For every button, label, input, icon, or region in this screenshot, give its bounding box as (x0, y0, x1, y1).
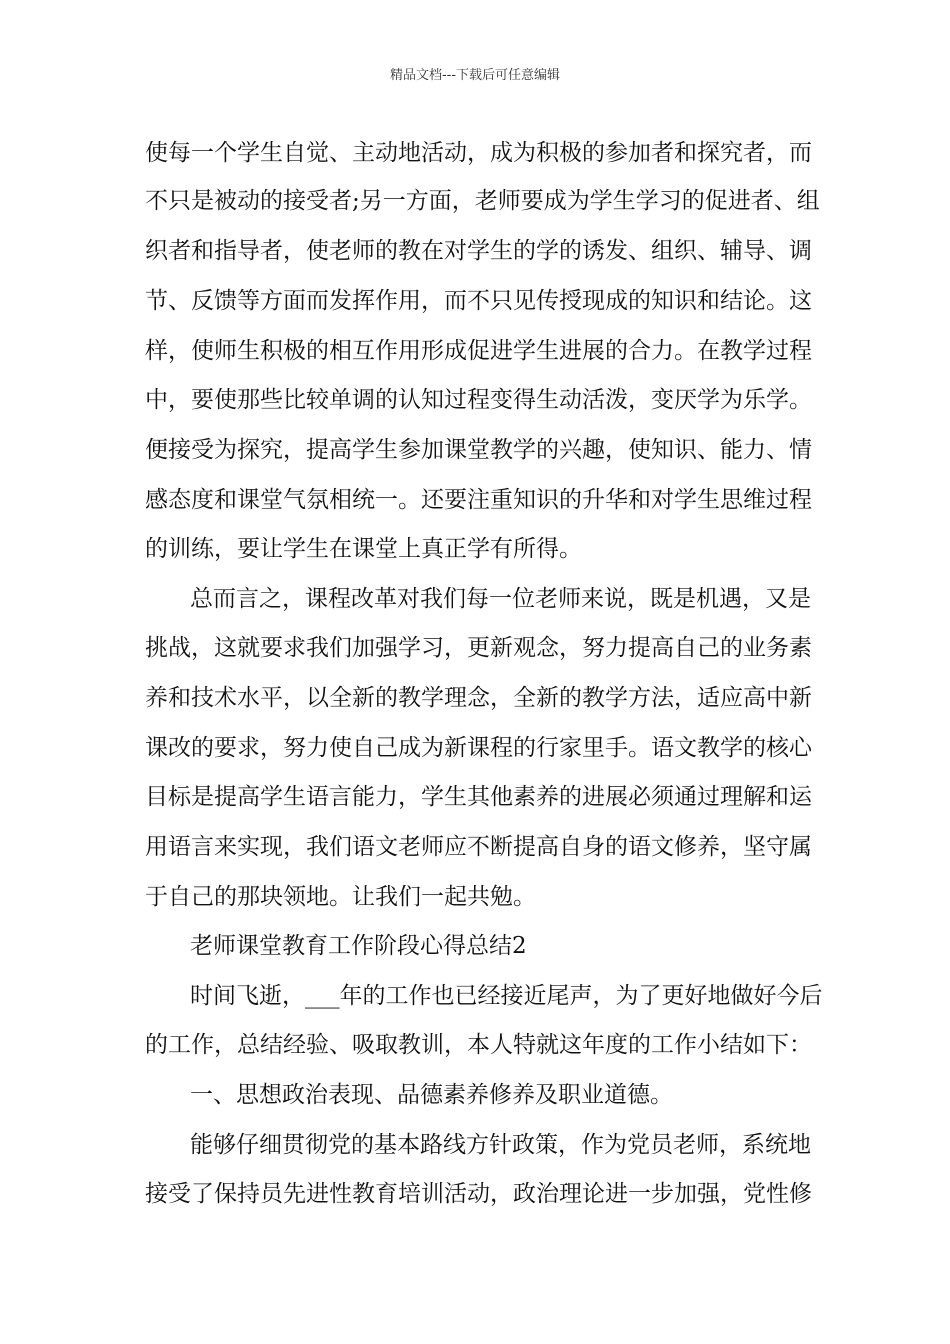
text-line: 中，要使那些比较单调的认知过程变得生动活泼，变厌学为乐学。 (145, 387, 812, 413)
text-line: 便接受为探究，提高学生参加课堂教学的兴趣，使知识、能力、情 (145, 437, 812, 463)
text-line: 接受了保持员先进性教育培训活动，政治理论进一步加强，党性修 (145, 1181, 812, 1207)
text-line: 养和技术水平，以全新的教学理念，全新的教学方法，适应高中新 (145, 685, 812, 711)
text-line: 的工作，总结经验、吸取教训，本人特就这年度的工作小结如下： (145, 1032, 812, 1058)
text-line: 目标是提高学生语言能力，学生其他素养的进展必须通过理解和运 (145, 784, 812, 810)
text-line: 于自己的那块领地。让我们一起共勉。 (145, 884, 536, 910)
paragraph-start-line: 总而言之，课程改革对我们每一位老师来说，既是机遇，又是 (190, 586, 811, 612)
text-line: 用语言来实现，我们语文老师应不断提高自身的语文修养，坚守属 (145, 834, 812, 860)
text-line: 不只是被动的接受者;另一方面，老师要成为学生学习的促进者、组 (145, 188, 820, 214)
section-title: 老师课堂教育工作阶段心得总结2 (190, 933, 527, 959)
text-line: 样，使师生积极的相互作用形成促进学生进展的合力。在教学过程 (145, 338, 812, 364)
section-heading: 一、思想政治表现、品德素养修养及职业道德。 (190, 1082, 673, 1108)
text-line: 织者和指导者，使老师的教在对学生的学的诱发、组织、辅导、调 (145, 238, 812, 264)
paragraph-start-line: 时间飞逝，___年的工作也已经接近尾声，为了更好地做好今后 (190, 983, 823, 1009)
paragraph-start-line: 能够仔细贯彻党的基本路线方针政策，作为党员老师，系统地 (190, 1132, 811, 1158)
text-line: 使每一个学生自觉、主动地活动，成为积极的参加者和探究者，而 (145, 140, 812, 166)
text-line: 课改的要求，努力使自己成为新课程的行家里手。语文教学的核心 (145, 735, 812, 761)
text-line: 节、反馈等方面而发挥作用，而不只见传授现成的知识和结论。这 (145, 288, 812, 314)
text-line: 的训练，要让学生在课堂上真正学有所得。 (145, 536, 582, 562)
text-line: 感态度和课堂气氛相统一。还要注重知识的升华和对学生思维过程 (145, 487, 812, 513)
page-header: 精品文档---下载后可任意编辑 (389, 68, 561, 83)
text-line: 挑战，这就要求我们加强学习，更新观念，努力提高自己的业务素 (145, 635, 812, 661)
